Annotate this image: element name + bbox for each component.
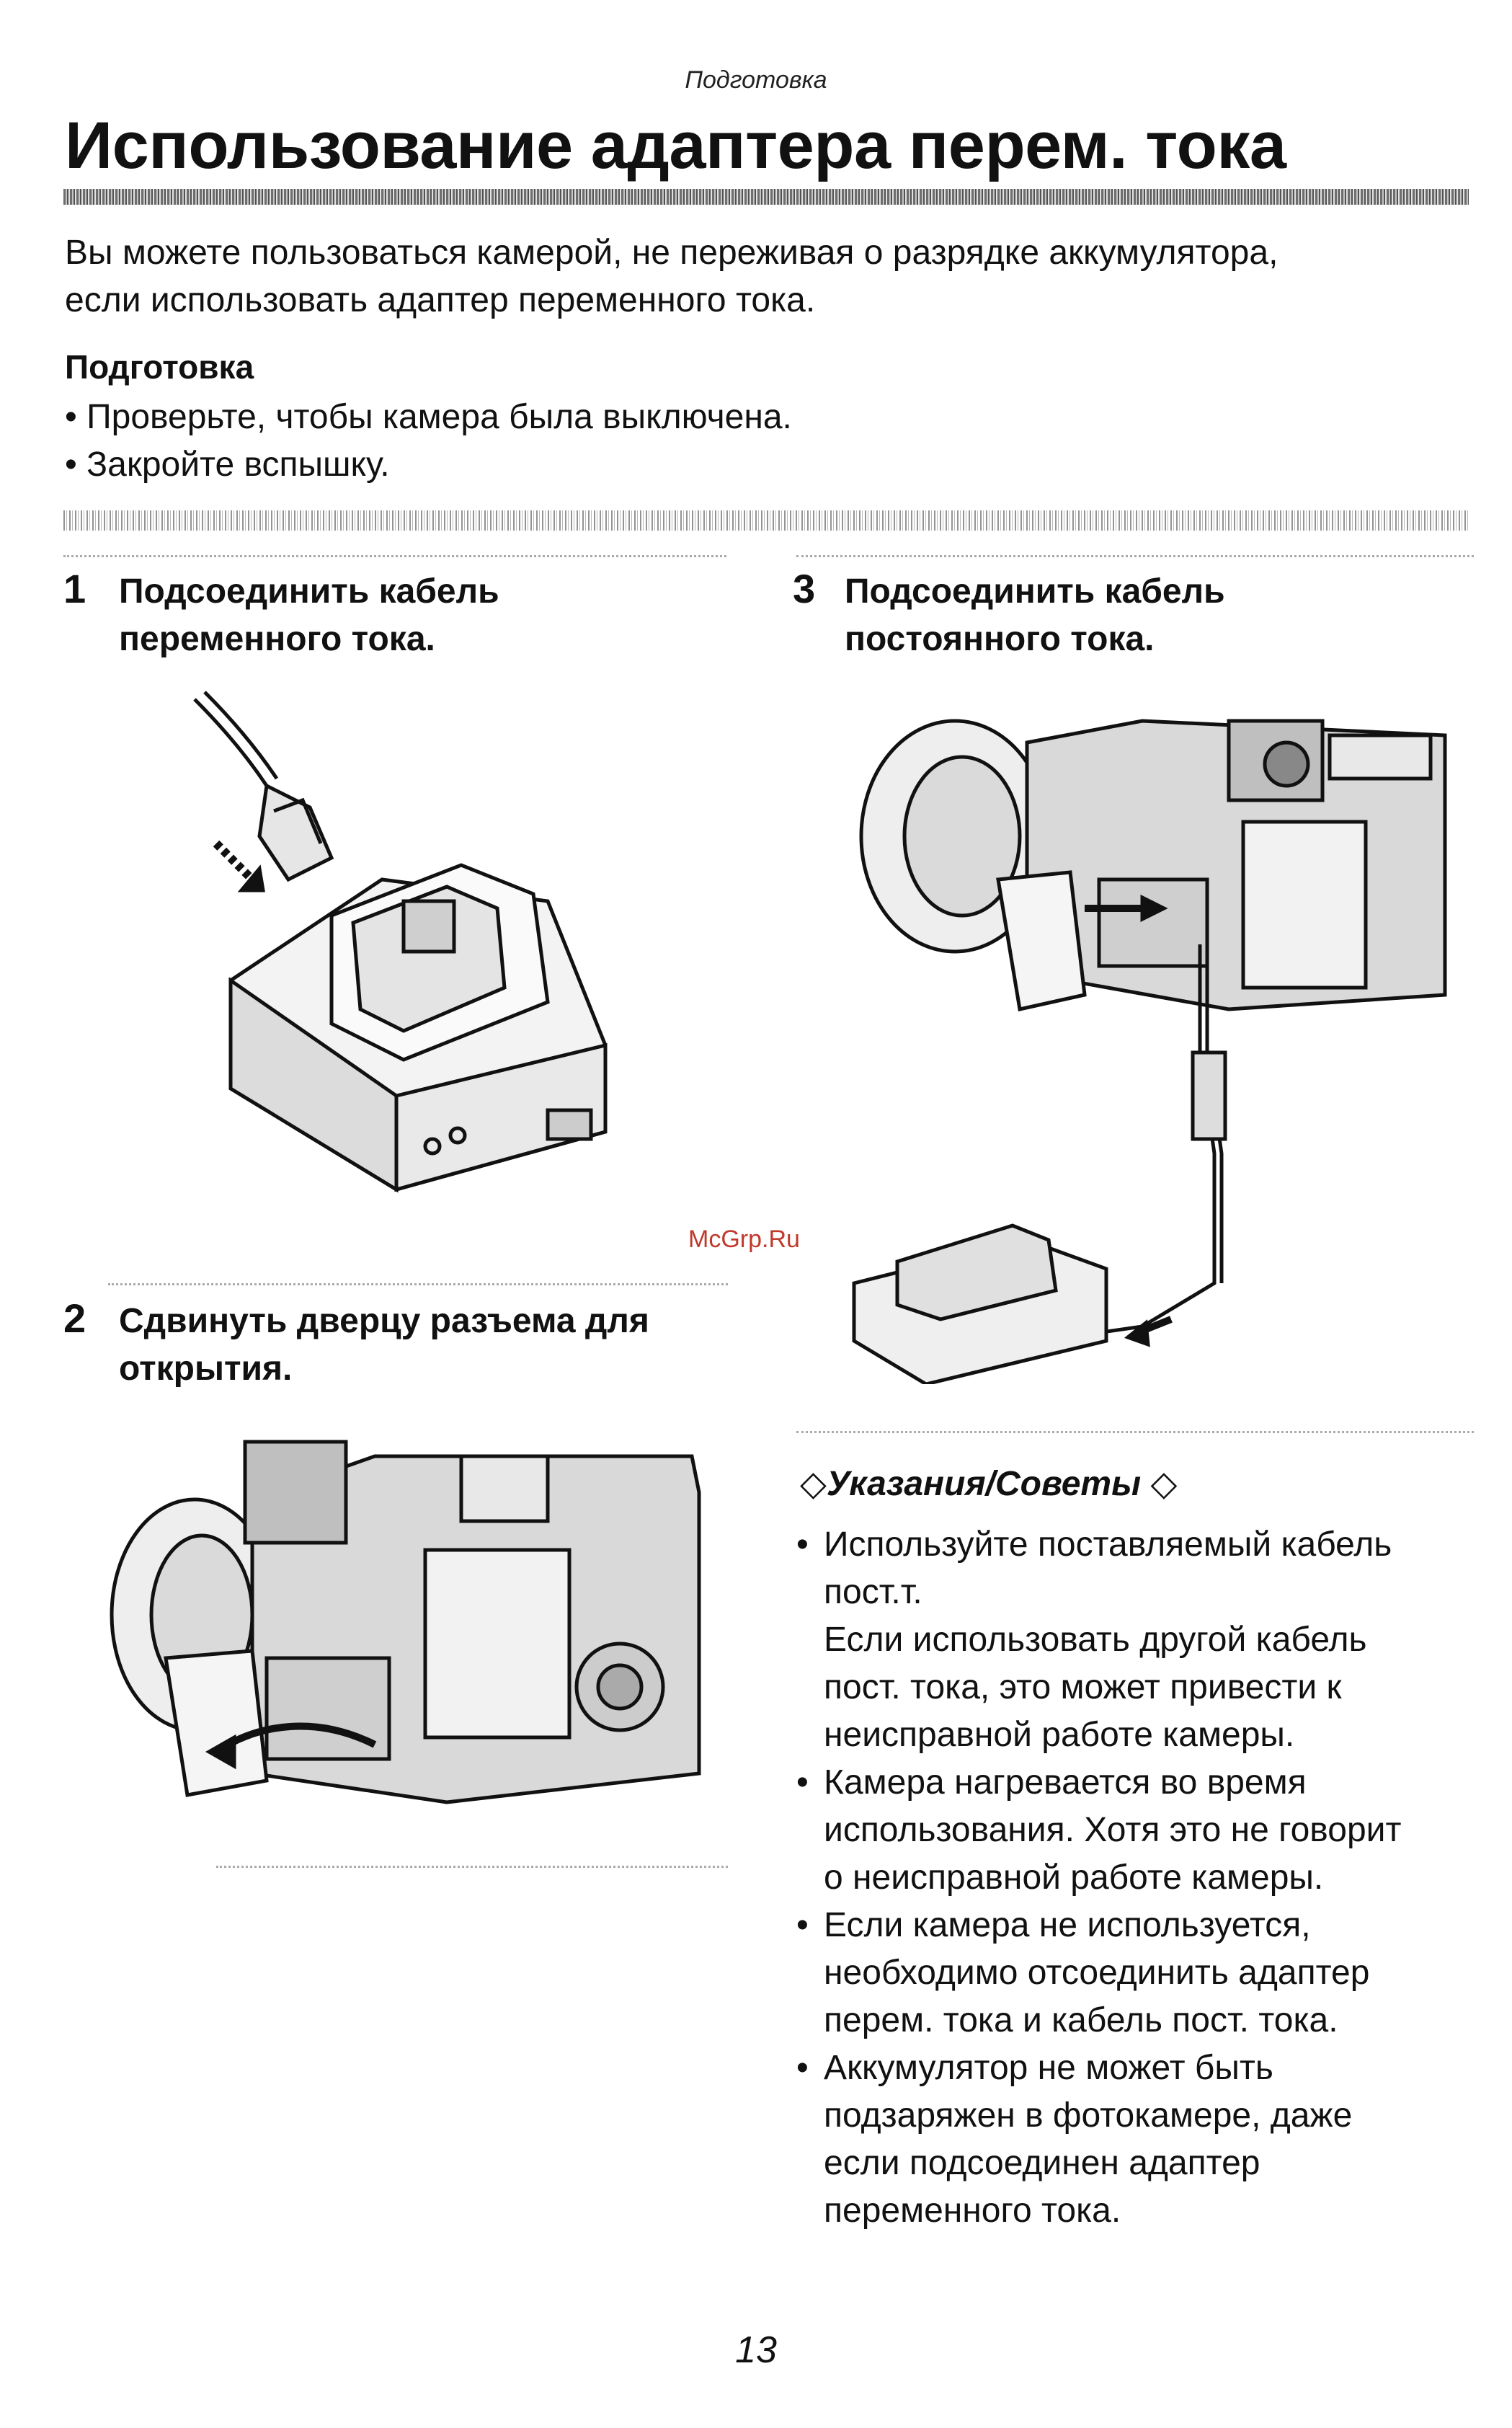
tip-item xyxy=(796,1759,1474,1902)
tip-line: неисправной работе камеры. xyxy=(824,1716,1295,1754)
tip-item xyxy=(796,2044,1474,2235)
step-text xyxy=(119,1298,649,1393)
tip-line: Камера нагревается во время xyxy=(824,1763,1307,1802)
preparation-list xyxy=(65,394,792,489)
step-line: открытия. xyxy=(119,1350,293,1388)
step-text xyxy=(119,568,499,663)
step-line: Подсоединить кабель xyxy=(119,572,499,611)
tips-heading-text: Указания/Советы xyxy=(826,1465,1142,1503)
preparation-item: • Проверьте, чтобы камера была выключена. xyxy=(65,394,792,441)
dotted-divider xyxy=(796,555,1474,557)
tip-paragraph xyxy=(824,1616,1474,1759)
tip-line: Аккумулятор не может быть xyxy=(824,2049,1273,2087)
title-underline xyxy=(63,189,1469,205)
camera-door-illustration xyxy=(101,1413,721,1817)
step-text xyxy=(845,568,1225,663)
tip-line: Используйте поставляемый кабель xyxy=(824,1525,1392,1564)
tip-paragraph xyxy=(824,2044,1474,2235)
tip-line: необходимо отсоединить адаптер xyxy=(824,1954,1370,1992)
step-line: переменного тока. xyxy=(119,620,435,658)
step-number: 3 xyxy=(793,566,816,611)
tip-line: если подсоединен адаптер xyxy=(824,2144,1260,2182)
tip-line: пост.т. xyxy=(824,1573,922,1611)
tip-line: о неисправной работе камеры. xyxy=(824,1858,1324,1897)
tip-line: использования. Хотя это не говорит xyxy=(824,1811,1402,1849)
tips-heading xyxy=(800,1463,1177,1504)
section-divider xyxy=(63,510,1469,531)
preparation-heading: Подготовка xyxy=(65,348,254,386)
ac-adapter-illustration xyxy=(187,685,634,1233)
intro-line: Вы можете пользоваться камерой, не переживая о разрядке аккумулятора, xyxy=(65,234,1278,272)
tip-paragraph xyxy=(824,1521,1474,1616)
tips-list xyxy=(796,1521,1474,2235)
dotted-divider xyxy=(216,1866,728,1868)
tip-line: подзаряжен в фотокамере, даже xyxy=(824,2096,1353,2135)
step-line: Подсоединить кабель xyxy=(845,572,1225,611)
tip-item xyxy=(796,1902,1474,2044)
page-title: Использование адаптера перем. тока xyxy=(65,109,1286,182)
intro-line: если использовать адаптер переменного тока. xyxy=(65,281,816,319)
intro-paragraph xyxy=(65,229,1470,324)
page-number: 13 xyxy=(735,2329,777,2371)
tip-item xyxy=(796,1521,1474,1759)
dotted-divider xyxy=(63,555,726,557)
watermark-text: McGrp.Ru xyxy=(688,1226,800,1253)
tip-line: пост. тока, это может привести к xyxy=(824,1668,1342,1706)
diamond-outline-icon: ◇ xyxy=(1150,1465,1178,1503)
step-line: Сдвинуть дверцу разъема для xyxy=(119,1302,649,1340)
diamond-outline-icon: ◇ xyxy=(800,1465,827,1503)
step-line: постоянного тока. xyxy=(845,620,1155,658)
tip-line: переменного тока. xyxy=(824,2192,1121,2230)
tip-line: Если камера не используется, xyxy=(824,1906,1311,1944)
section-label: Подготовка xyxy=(685,66,827,94)
dc-cable-camera-illustration xyxy=(840,692,1459,1384)
dotted-divider xyxy=(108,1283,728,1285)
tip-line: Если использовать другой кабель xyxy=(824,1621,1367,1659)
step-number: 1 xyxy=(63,566,86,611)
tip-paragraph xyxy=(824,1759,1474,1902)
dotted-divider xyxy=(796,1431,1474,1433)
tip-line: перем. тока и кабель пост. тока. xyxy=(824,2001,1338,2039)
step-number: 2 xyxy=(63,1295,86,1341)
tip-paragraph xyxy=(824,1902,1474,2044)
preparation-item: • Закройте вспышку. xyxy=(65,441,792,489)
